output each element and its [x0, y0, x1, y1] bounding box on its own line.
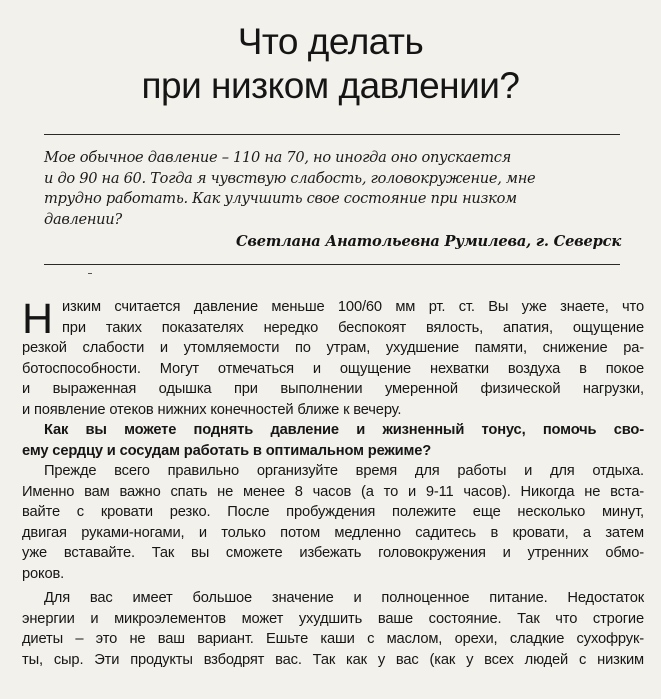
text-line: ботоспособности. Могут отмечаться и ощущение нехватки воздуха в покое	[22, 360, 644, 377]
text-line: ему сердцу и сосудам работать в оптимальном режиме?	[22, 442, 432, 459]
text-line: при таких показателях нередко беспокоят вялость, апатия, ощущение	[62, 319, 644, 336]
text-line: и выраженная одышка при выполнении умеренной физической нагрузки,	[22, 381, 644, 397]
reader-letter	[44, 148, 620, 230]
text-line: вайте с кровати резко. После пробуждения полежите еще несколько минут,	[22, 504, 644, 520]
article-body	[22, 297, 644, 670]
text-line: резкой слабости и утомляемости по утрам, ухудшение памяти, снижение ра-	[22, 340, 644, 356]
letter-line: давлении?	[44, 210, 122, 228]
letter-line: Мое обычное давление – 110 на 70, но иногда оно опускается	[44, 149, 512, 166]
letter-line: и до 90 на 60. Тогда я чувствую слабость, головокружение, мне	[44, 169, 536, 187]
print-mark	[88, 273, 92, 274]
text-line: ты, сыр. Эти продукты взбодрят вас. Так как у вас (как у всех людей с низким	[22, 651, 644, 668]
letter-signature: Светлана Анатольевна Румилева, г. Северск	[235, 233, 621, 250]
text-line: роков.	[22, 565, 65, 582]
text-line: двигая руками-ногами, и только потом медленно садитесь в кровати, а затем	[22, 524, 644, 541]
text-line: диеты – это не ваш вариант. Ешьте каши с маслом, орехи, сладкие сухофрук-	[22, 631, 644, 647]
text-line: изким считается давление меньше 100/60 мм рт. ст. Вы уже знаете, что	[62, 299, 644, 315]
drop-cap: Н	[22, 295, 53, 343]
text-line: Прежде всего правильно организуйте время для работы и для отдыха.	[44, 463, 644, 479]
text-line: уже вставайте. Так вы сможете избежать головокружения и утренних обмо-	[22, 545, 644, 561]
bottom-divider	[44, 264, 620, 265]
article-title	[0, 20, 661, 108]
title-line-2: при низком давлении?	[141, 65, 520, 106]
text-line: энергии и микроэлементов может ухудшить ваше состояние. Так что строгие	[22, 610, 644, 627]
question-heading	[22, 420, 644, 461]
top-divider	[44, 134, 620, 135]
text-line: Для вас имеет большое значение и полноценное питание. Недостаток	[44, 590, 644, 606]
text-line: и появление отеков нижних конечностей ближе к вечеру.	[22, 401, 402, 418]
paragraph-intro	[22, 297, 644, 420]
paragraph-nutrition	[22, 588, 644, 670]
letter-line: трудно работать. Как улучшить свое состояние при низком	[44, 190, 517, 207]
text-line: Как вы можете поднять давление и жизненный тонус, помочь сво-	[44, 422, 644, 438]
text-line: Именно вам важно спать не менее 8 часов (а то и 9-11 часов). Никогда не вста-	[22, 483, 644, 500]
paragraph-rest	[22, 461, 644, 584]
title-line-1: Что делать	[237, 21, 424, 62]
